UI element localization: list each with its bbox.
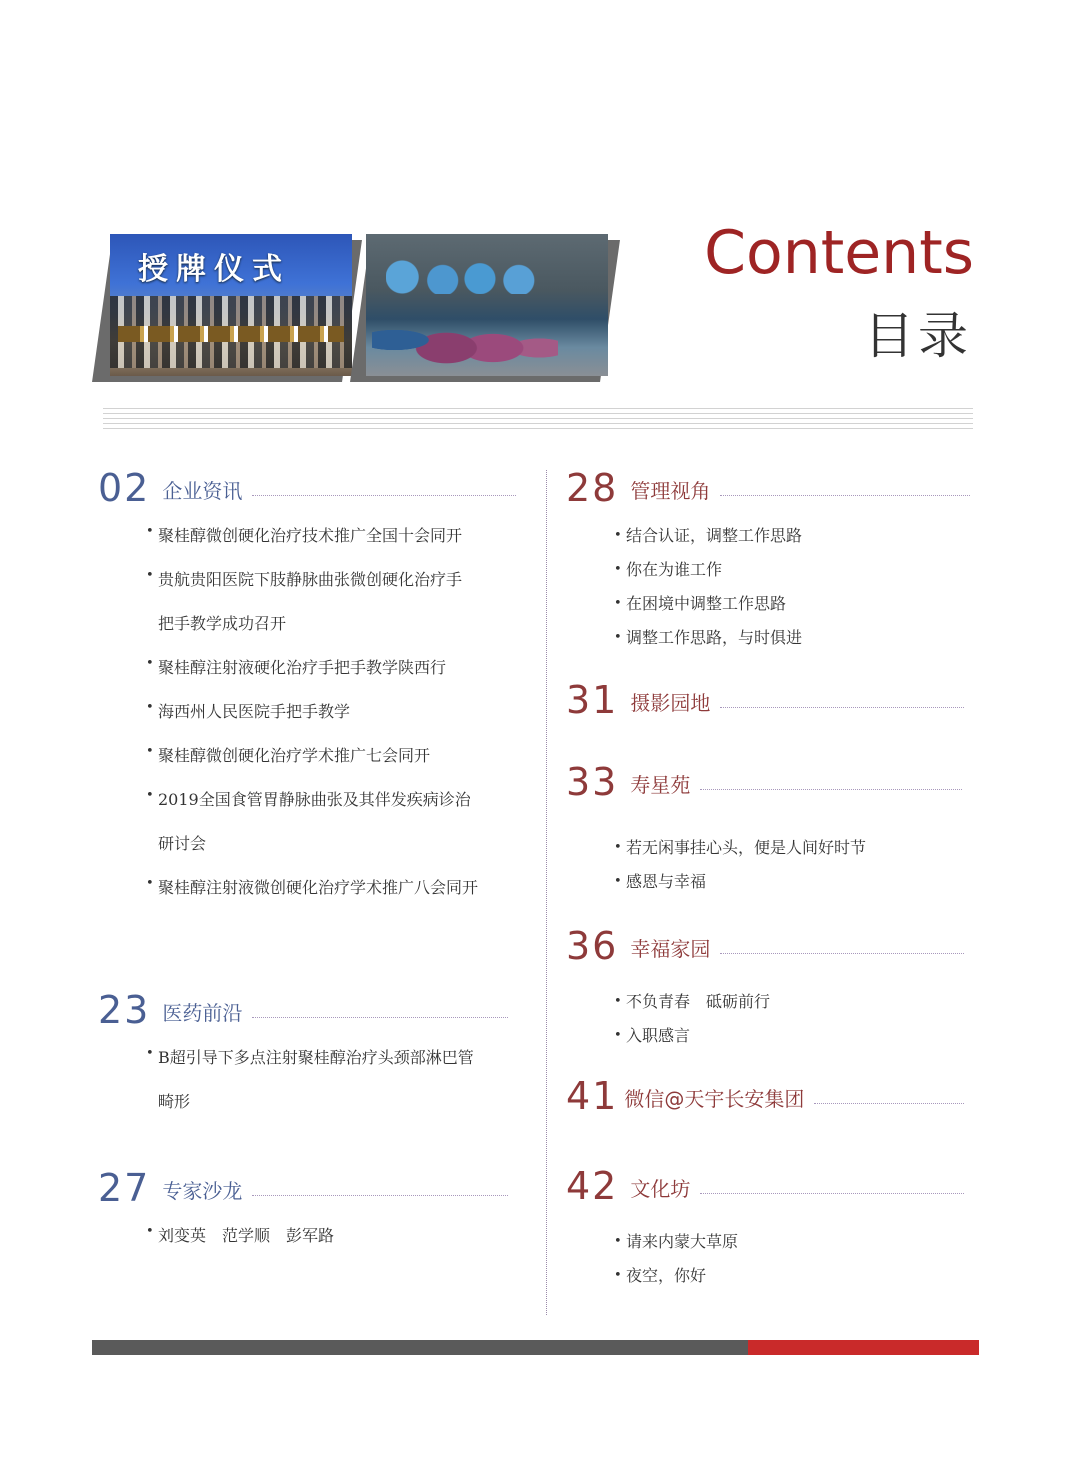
section-page-number: 27 [98, 1166, 151, 1210]
dotted-leader [700, 1193, 964, 1194]
dotted-leader [700, 789, 962, 790]
toc-item[interactable] [158, 788, 516, 856]
toc-item[interactable] [158, 1046, 508, 1114]
toc-item[interactable]: • 不负青春 砥砺前行 [626, 990, 964, 1014]
toc-item[interactable]: • 感恩与幸福 [626, 870, 962, 894]
page-title-zh: 目录 [864, 307, 972, 365]
footer-bar-red [748, 1340, 979, 1355]
toc-item[interactable]: • 夜空，你好 [626, 1264, 964, 1288]
section-title: 摄影园地 [630, 691, 711, 715]
dotted-leader [252, 495, 516, 496]
column-divider [546, 470, 547, 1315]
divider-rule [103, 413, 973, 414]
toc-item[interactable]: • 若无闲事挂心头，便是人间好时节 [626, 836, 962, 860]
toc-item[interactable] [158, 1224, 508, 1248]
toc-item-text: • 贵航贵阳医院下肢静脉曲张微创硬化治疗手 [158, 570, 463, 589]
toc-section[interactable] [98, 990, 508, 1134]
toc-item-text: • 2019全国食管胃静脉曲张及其伴发疾病诊治 [158, 790, 471, 809]
section-page-number: 28 [566, 466, 619, 510]
divider-rule [103, 428, 973, 429]
dotted-leader [252, 1195, 508, 1196]
section-page-number: 23 [98, 988, 151, 1032]
section-title: 微信@天宇长安集团 [624, 1087, 805, 1111]
dotted-leader [814, 1103, 964, 1104]
toc-item-text: 畸形 [158, 1092, 191, 1111]
section-page-number: 33 [566, 760, 619, 804]
section-page-number: 36 [566, 924, 619, 968]
toc-item-text: • 聚桂醇注射液微创硬化治疗学术推广八会同开 [158, 878, 479, 897]
toc-item-text: • 聚桂醇注射液硬化治疗手把手教学陕西行 [158, 658, 447, 677]
toc-item-text: • 海西州人民医院手把手教学 [158, 702, 351, 721]
section-title: 医药前沿 [162, 1001, 243, 1025]
toc-item-text: • B超引导下多点注射聚桂醇治疗头颈部淋巴管 [158, 1048, 474, 1067]
dotted-leader [720, 495, 970, 496]
toc-item-text: 把手教学成功召开 [158, 614, 287, 633]
toc-item[interactable]: • 入职感言 [626, 1024, 964, 1048]
section-title: 寿星苑 [630, 773, 691, 797]
toc-item-text: • 聚桂醇微创硬化治疗技术推广全国十会同开 [158, 526, 463, 545]
section-title: 管理视角 [630, 479, 711, 503]
toc-item[interactable]: • 你在为谁工作 [626, 558, 970, 582]
section-title: 文化坊 [630, 1177, 691, 1201]
toc-section[interactable] [566, 926, 964, 1058]
dotted-leader [720, 707, 964, 708]
footer-bar-gray [92, 1340, 748, 1355]
dotted-leader [252, 1017, 508, 1018]
photo-caption: 授牌仪式 [138, 252, 290, 287]
toc-item[interactable] [158, 656, 516, 680]
toc-item-text: 研讨会 [158, 834, 207, 853]
toc-item[interactable] [158, 744, 516, 768]
toc-item[interactable] [158, 524, 516, 548]
section-page-number: 31 [566, 678, 619, 722]
toc-item[interactable]: • 调整工作思路，与时俱进 [626, 626, 970, 650]
dotted-leader [720, 953, 964, 954]
section-title: 幸福家园 [630, 937, 711, 961]
surgery-photo [366, 234, 608, 376]
divider-rule [103, 408, 973, 409]
toc-item[interactable] [158, 568, 516, 636]
toc-item[interactable]: • 请来内蒙大草原 [626, 1230, 964, 1254]
divider-rule [103, 423, 973, 424]
toc-item[interactable] [158, 700, 516, 724]
section-page-number: 41 [566, 1074, 619, 1118]
toc-section[interactable] [566, 1076, 964, 1116]
toc-section[interactable] [566, 680, 964, 720]
toc-section[interactable] [566, 468, 970, 660]
divider-rule [103, 418, 973, 419]
toc-item[interactable]: • 在困境中调整工作思路 [626, 592, 970, 616]
toc-item[interactable] [158, 876, 516, 900]
section-page-number: 42 [566, 1164, 619, 1208]
award-ceremony-photo [110, 234, 352, 376]
section-title: 专家沙龙 [162, 1179, 243, 1203]
section-page-number: 02 [98, 466, 151, 510]
section-title: 企业资讯 [162, 479, 243, 503]
toc-section[interactable] [566, 762, 962, 904]
toc-section[interactable] [98, 1168, 508, 1268]
toc-item[interactable]: • 结合认证，调整工作思路 [626, 524, 970, 548]
toc-section[interactable] [566, 1166, 964, 1298]
page-title-en: Contents [704, 218, 974, 288]
toc-item-text: • 刘变英 范学顺 彭军路 [158, 1226, 335, 1245]
toc-item-text: • 聚桂醇微创硬化治疗学术推广七会同开 [158, 746, 431, 765]
toc-section[interactable] [98, 468, 516, 920]
